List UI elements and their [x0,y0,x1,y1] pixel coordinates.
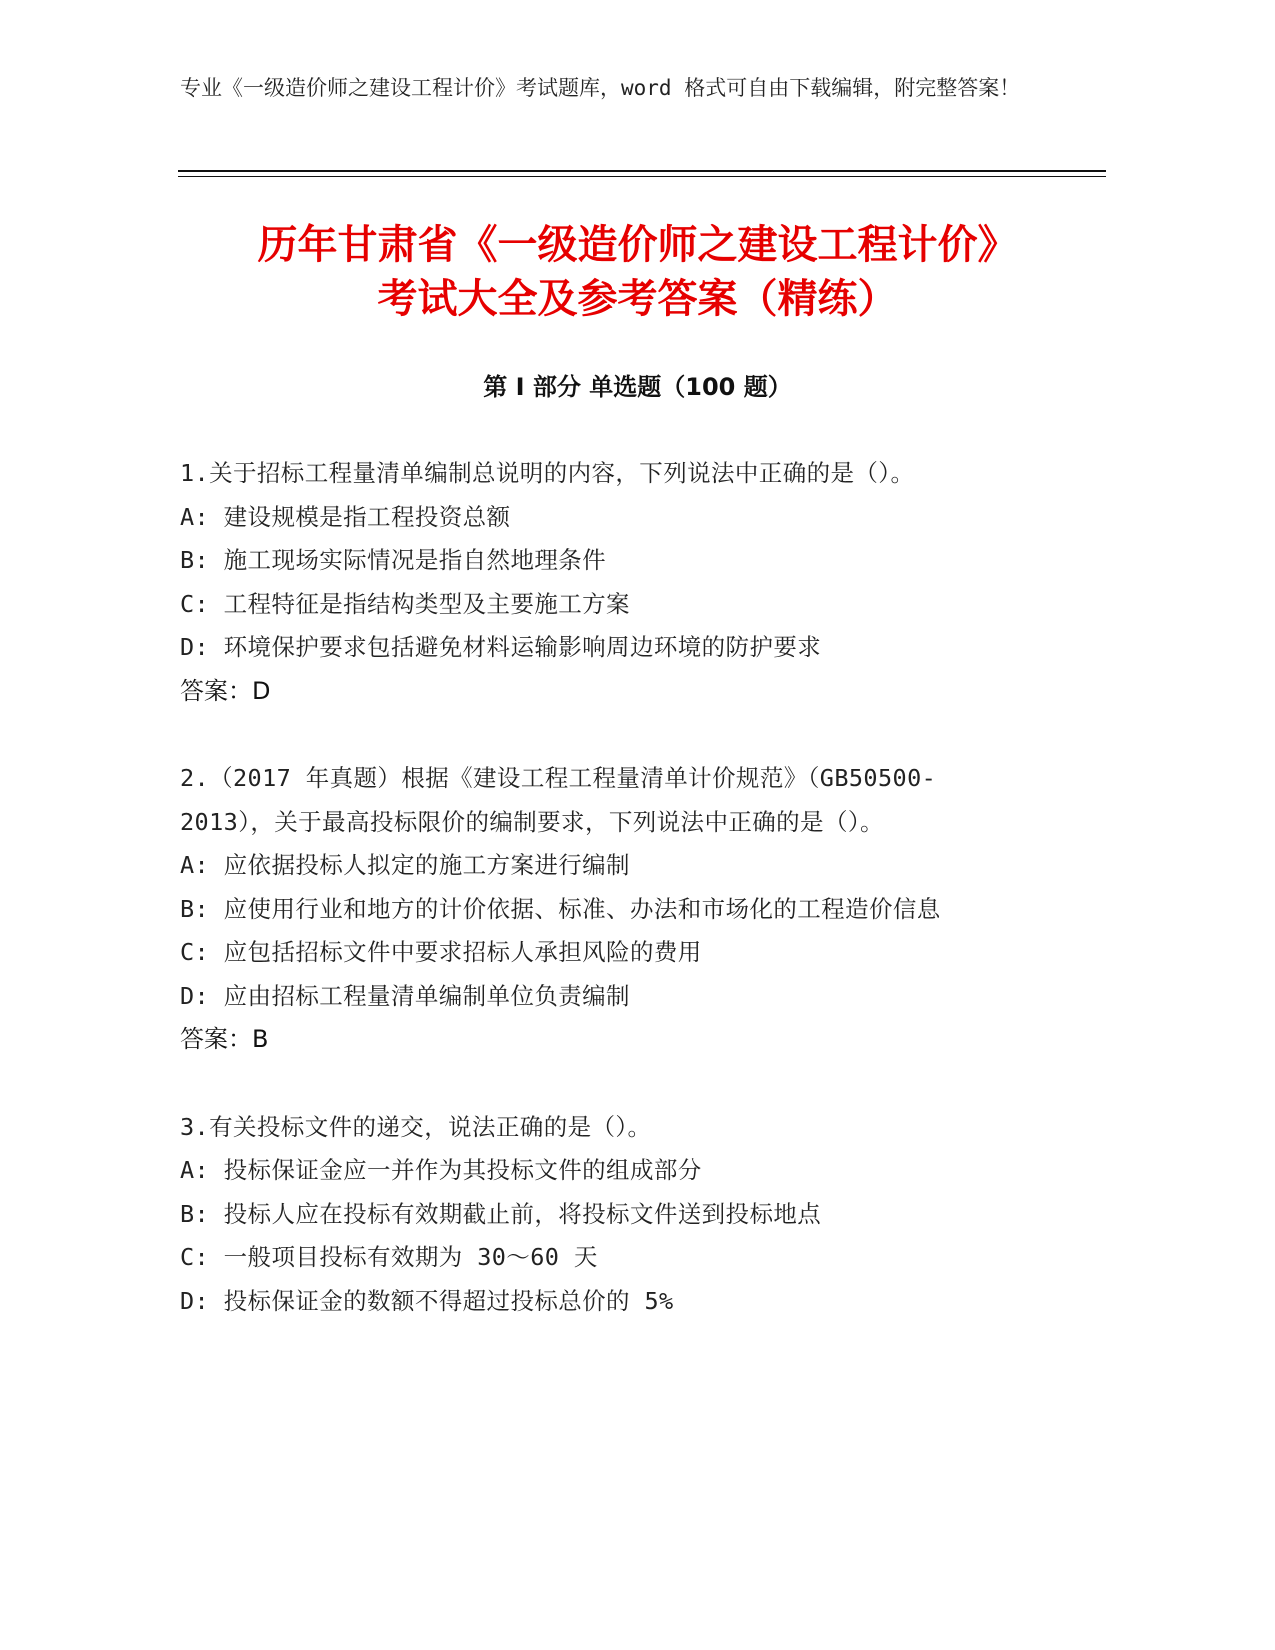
option-d: D: 环境保护要求包括避免材料运输影响周边环境的防护要求 [180,633,822,661]
option-a: A: 投标保证金应一并作为其投标文件的组成部分 [180,1156,702,1184]
title-line-1: 历年甘肃省《一级造价师之建设工程计价》 [257,222,1018,268]
option-a: A: 应依据投标人拟定的施工方案进行编制 [180,851,630,879]
option-c: C: 应包括招标文件中要求招标人承担风险的费用 [180,938,702,966]
answer: 答案：B [180,1025,269,1053]
question-1 [180,452,1030,713]
option-b: B: 应使用行业和地方的计价依据、标准、办法和市场化的工程造价信息 [180,894,941,923]
section-heading: 第 I 部分 单选题（100 题） [483,373,792,401]
question-2 [180,757,1030,1062]
option-d: D: 应由招标工程量清单编制单位负责编制 [180,981,630,1010]
question-stem: 1.关于招标工程量清单编制总说明的内容，下列说法中正确的是（）。 [180,459,915,487]
option-b: B: 施工现场实际情况是指自然地理条件 [180,546,607,574]
option-a: A: 建设规模是指工程投资总额 [180,502,511,531]
question-3 [180,1106,1030,1324]
header-divider-thin [178,176,1106,177]
title-line-2: 考试大全及参考答案（精练） [377,276,898,322]
answer: 答案：D [180,676,271,705]
question-stem: 3.有关投标文件的递交，说法正确的是（）。 [180,1112,652,1141]
header-note: 专业《一级造价师之建设工程计价》考试题库，word 格式可自由下载编辑，附完整答案！ [180,76,1021,100]
option-d: D: 投标保证金的数额不得超过投标总价的 5% [180,1286,674,1315]
header-divider-thick [178,170,1106,172]
option-b: B: 投标人应在投标有效期截止前，将投标文件送到投标地点 [180,1199,822,1228]
question-stem: 2.（2017 年真题）根据《建设工程工程量清单计价规范》（GB50500-2013），关于最高投标限价的编制要求，下列说法中正确的是（）。 [180,764,937,836]
option-c: C: 工程特征是指结构类型及主要施工方案 [180,589,630,618]
question-list [180,452,1030,1367]
option-c: C: 一般项目投标有效期为 30～60 天 [180,1243,598,1271]
document-title [150,218,1125,326]
